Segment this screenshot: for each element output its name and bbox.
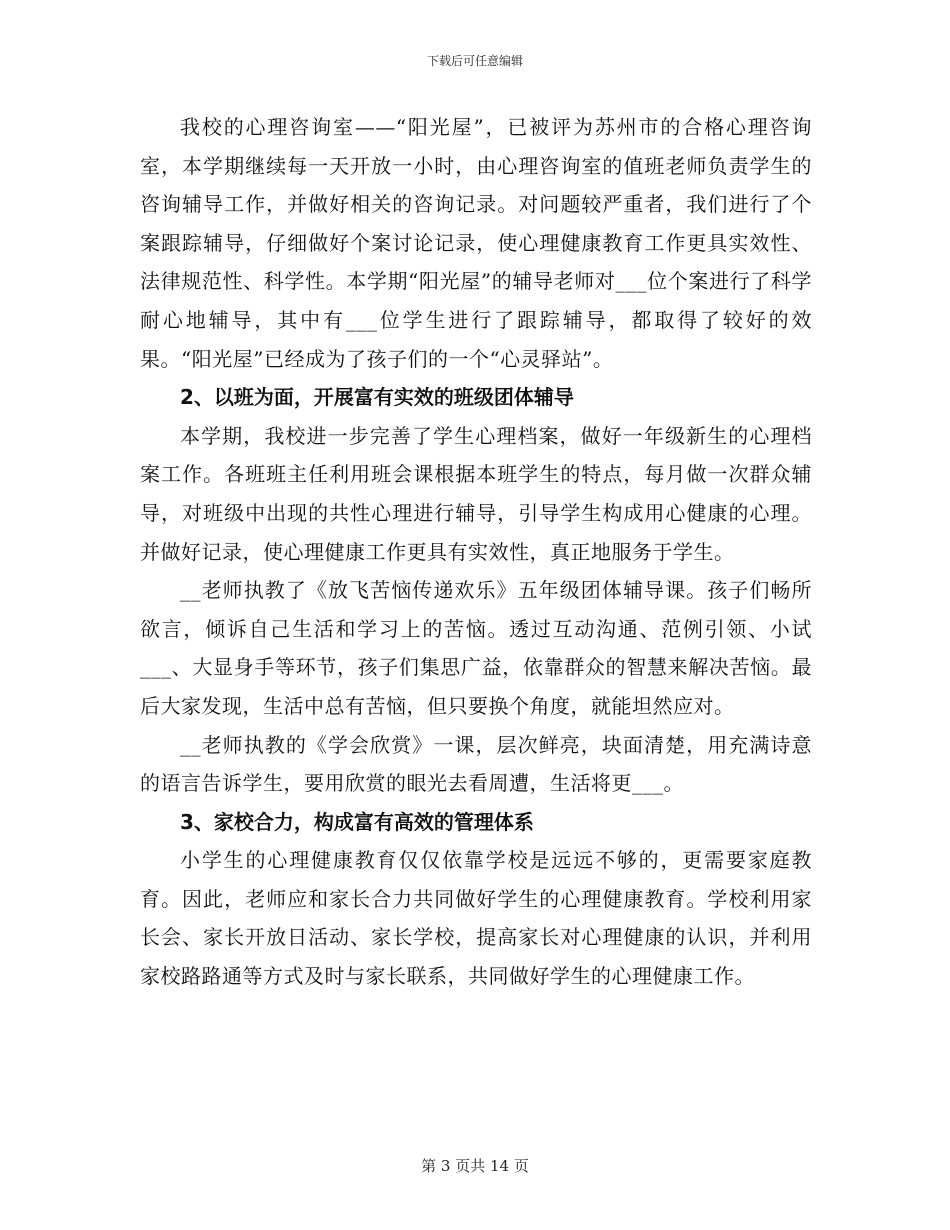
section-heading-class-counseling: 2、以班为面，开展富有实效的班级团体辅导 [180,385,574,410]
paragraph-lesson-appreciation: __老师执教的《学会欣赏》一课，层次鲜亮，块面清楚，用充满诗意的语言告诉学生，要用欣赏的眼光去看周遭，生活将更___。 [140,732,812,796]
page-footer: 第 3 页共 14 页 [421,1157,529,1175]
page-header: 下载后可任意编辑 [426,54,523,68]
document-body [140,108,812,996]
paragraph-class-counseling: 本学期，我校进一步完善了学生心理档案，做好一年级新生的心理档案工作。各班班主任利用班会课根据本班学生的特点，每月做一次群众辅导，对班级中出现的共性心理进行辅导，引导学生构成用心健康的心理。并做好记录，使心理健康工作更具有实效性，真正地服务于学生。 [140,423,812,564]
paragraph-home-school: 小学生的心理健康教育仅仅依靠学校是远远不够的，更需要家庭教育。因此，老师应和家长合力共同做好学生的心理健康教育。学校利用家长会、家长开放日活动、家长学校，提高家长对心理健康的认识，并利用家校路路通等方式及时与家长联系，共同做好学生的心理健康工作。 [140,848,812,989]
section-heading-home-school: 3、家校合力，构成富有高效的管理体系 [180,809,534,834]
paragraph-sunshine-room: 我校的心理咨询室——“阳光屋”，已被评为苏州市的合格心理咨询室，本学期继续每一天开放一小时，由心理咨询室的值班老师负责学生的咨询辅导工作，并做好相关的咨询记录。对问题较严重者，我们进行了个案跟踪辅导，仔细做好个案讨论记录，使心理健康教育工作更具实效性、法律规范性、科学性。本学期“阳光屋”的辅导老师对___位个案进行了科学耐心地辅导，其中有___位学生进行了跟踪辅导，都取得了较好的效果。“阳光屋”已经成为了孩子们的一个“心灵驿站”。 [140,115,812,371]
paragraph-lesson-fly-worries: __老师执教了《放飞苦恼传递欢乐》五年级团体辅导课。孩子们畅所欲言，倾诉自己生活和学习上的苦恼。透过互动沟通、范例引领、小试___、大显身手等环节，孩子们集思广益，依靠群众的智慧来解决苦恼。最后大家发现，生活中总有苦恼，但只要换个角度，就能坦然应对。 [140,578,812,718]
